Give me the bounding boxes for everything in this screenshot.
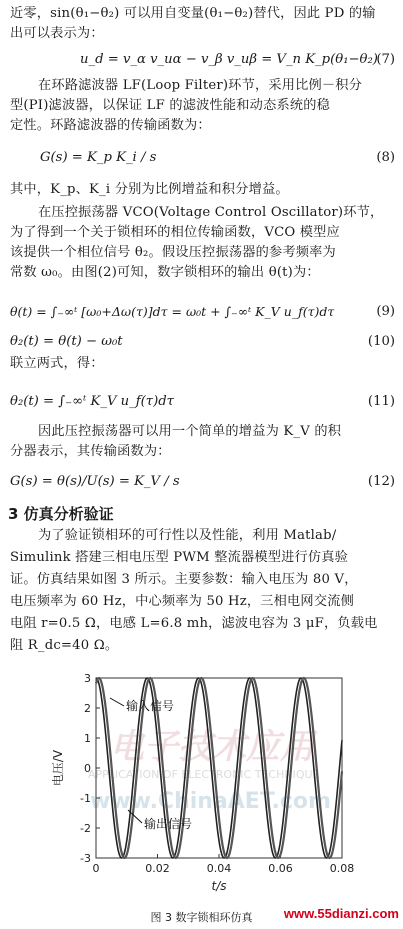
y-tick-label: -1: [80, 792, 91, 805]
text-line: 分器表示，其传输函数为：: [10, 444, 171, 459]
pll-simulation-chart: [50, 668, 360, 902]
equation-9: θ(t) = ∫₋∞ᵗ [ω₀+Δω(τ)]dτ = ω₀t + ∫₋∞ᵗ K_V u_f(τ)dτ: [10, 304, 335, 319]
text-line: 近零，sin(θ₁−θ₂) 可以用自变量(θ₁−θ₂)替代，因此 PD 的输: [10, 6, 376, 21]
equation-number: (11): [367, 394, 395, 409]
x-tick-label: 0.08: [329, 862, 355, 875]
watermark-logo-text: 电子技术应用: [110, 727, 314, 767]
y-tick-label: 1: [84, 732, 91, 745]
watermark-url: www.ChinaAET.com: [90, 789, 331, 814]
text-line: 定性。环路滤波器的传输函数为：: [10, 118, 211, 133]
text-line: 为了验证锁相环的可行性以及性能，利用 Matlab/: [38, 528, 337, 543]
y-tick-label: 2: [84, 702, 91, 715]
text-line: 出可以表示为：: [10, 26, 104, 41]
equation-12: G(s) = θ(s)/U(s) = K_V / s: [10, 474, 180, 489]
equation-number: (10): [367, 334, 395, 349]
equation-11: θ₂(t) = ∫₋∞ᵗ K_V u_f(τ)dτ: [10, 394, 174, 409]
annotation-input-signal: 输入信号: [126, 699, 175, 713]
text-line: 阻 R_dc=40 Ω。: [10, 638, 119, 653]
equation-number: (8): [376, 150, 395, 165]
x-tick-label: 0: [92, 862, 100, 875]
x-tick-label: 0.04: [206, 862, 232, 875]
watermark-subtitle: APPLICATION OF ELECTRONIC TECHNIQUE: [88, 768, 320, 781]
text-line: 常数 ω₀。由图(2)可知，数字锁相环的输出 θ(t)为：: [10, 265, 320, 280]
text-line: 电压频率为 60 Hz，中心频率为 50 Hz，三相电网交流侧: [10, 594, 354, 609]
y-axis-label: 电压/V: [51, 749, 65, 787]
equation-number: (12): [367, 474, 395, 489]
equation-10: θ₂(t) = θ(t) − ω₀t: [10, 334, 123, 349]
text-line: 因此压控振荡器可以用一个简单的增益为 K_V 的积: [38, 424, 342, 439]
text-line: 联立两式，得：: [10, 356, 104, 371]
y-tick-label: 3: [84, 672, 91, 685]
text-line: 为了得到一个关于锁相环的相位传输函数，VCO 模型应: [10, 225, 340, 240]
equation-7: u_d = v_α v_uα − v_β v_uβ = V_n K_p(θ₁−θ₂): [80, 52, 378, 67]
y-tick-label: -2: [80, 822, 91, 835]
text-line: 其中，K_p、K_i 分别为比例增益和积分增益。: [10, 182, 289, 197]
y-tick-label: 0: [84, 762, 91, 775]
equation-8: G(s) = K_p K_i / s: [40, 150, 157, 165]
annotation-arrow: [110, 698, 124, 706]
text-line: 在压控振荡器 VCO(Voltage Control Oscillator)环节，: [38, 205, 384, 220]
section-heading: 3 仿真分析验证: [8, 505, 114, 523]
equation-number: (7): [376, 52, 395, 67]
text-line: 在环路滤波器 LF(Loop Filter)环节，采用比例－积分: [38, 78, 363, 93]
text-line: 型(PI)滤波器，以保证 LF 的滤波性能和动态系统的稳: [10, 98, 331, 113]
text-line: 证。仿真结果如图 3 所示。主要参数：输入电压为 80 V，: [10, 572, 358, 587]
equation-number: (9): [376, 304, 395, 319]
text-line: Simulink 搭建三相电压型 PWM 整流器模型进行仿真验: [10, 550, 349, 565]
text-line: 该提供一个相位信号 θ₂。假设压控振荡器的参考频率为: [10, 245, 336, 260]
y-tick-label: -3: [80, 852, 91, 865]
annotation-output-signal: 输出信号: [144, 817, 193, 831]
x-tick-label: 0.02: [145, 862, 170, 875]
figure-caption: 图 3 数字锁相环仿真: [150, 911, 253, 924]
x-axis-label: t/s: [211, 879, 227, 893]
x-tick-label: 0.06: [268, 862, 293, 875]
text-line: 电阻 r=0.5 Ω，电感 L=6.8 mh，滤波电容为 3 μF，负载电: [10, 616, 378, 631]
site-watermark: www.55dianzi.com: [283, 906, 399, 921]
